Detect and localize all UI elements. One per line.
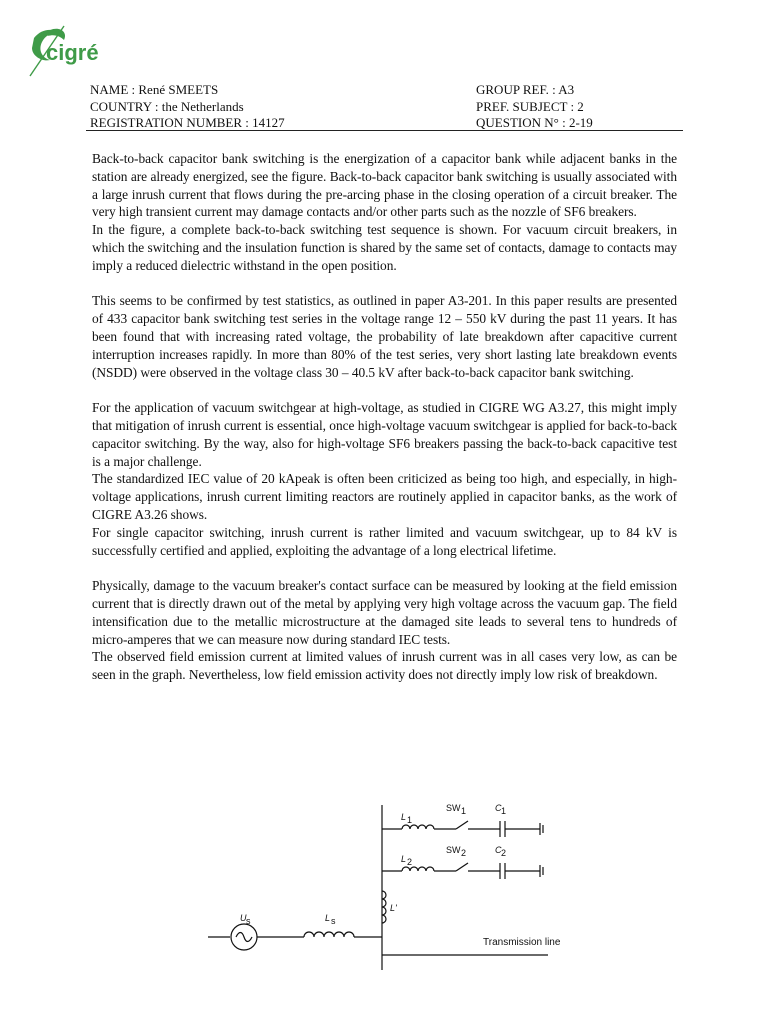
author-name: NAME : René SMEETS [90, 82, 219, 97]
label-l1-subscript: 1 [407, 815, 413, 825]
body-text [92, 150, 677, 684]
label-sw1: SW [446, 803, 461, 813]
label-ls: L [325, 913, 331, 923]
pref-subject: PREF. SUBJECT : 2 [476, 98, 584, 114]
label-sw1-subscript: 1 [461, 806, 467, 816]
label-l2: L [401, 854, 407, 864]
label-us-subscript: s [246, 916, 251, 926]
label-sw2: SW [446, 845, 461, 855]
label-c2: C [495, 845, 502, 855]
label-c1: C [495, 803, 502, 813]
label-c2-subscript: 2 [501, 848, 507, 858]
cigre-logo [20, 20, 110, 82]
label-l-prime: L' [390, 903, 397, 913]
header-row [90, 99, 682, 116]
paragraph: This seems to be confirmed by test statistics, as outlined in paper A3-201. In this paper results are presented of 433 capacitor bank switching test series in the voltage range 12 – 550 kV during the past 11 years. It has been found that with increasing rated voltage, the probability of late breakdown after capacitive current interruption increases rapidly. In more than 80% of the test series, very short lasting late breakdown events (NSDD) were observed in the voltage class 30 – 40.5 kV after back-to-back capacitor bank switching. [92, 293, 677, 380]
label-us: U [240, 913, 247, 923]
label-l1: L [401, 812, 407, 822]
paragraph: In the figure, a complete back-to-back switching test sequence is shown. For vacuum circuit breakers, in which the switching and the insulation function is shared by the same set of contacts, damage to contacts may imply a reduced dielectric withstand in the open position. [92, 222, 677, 273]
label-c1-subscript: 1 [501, 806, 507, 816]
paragraph: The observed field emission current at limited values of inrush current was in all cases very low, as can be seen in the graph. Nevertheless, low field emission activity does not directly imply low risk of breakdown. [92, 649, 677, 683]
back-to-back-circuit-diagram [200, 795, 570, 975]
paragraph: Back-to-back capacitor bank switching is the energization of a capacitor bank while adjacent banks in the station are already energized, see the figure. Back-to-back capacitor bank switching is usually associated with a large inrush current that flows during the pre-arcing phase in the closing operation of a circuit breaker. The very high transient current may damage contacts and/or other parts such as the nozzle of SF6 breakers. [92, 151, 677, 220]
paragraph: The standardized IEC value of 20 kApeak is often been criticized as being too high, and especially, in high-voltage applications, inrush current limiting reactors are routinely applied in capacitor banks, as the work of CIGRE A3.26 shows. [92, 471, 677, 522]
header-divider [86, 130, 683, 131]
cigre-logo-text: cigré [46, 40, 99, 65]
paragraph: For single capacitor switching, inrush current is rather limited and vacuum switchgear, up to 84 kV is successfully certified and applied, exploiting the advantage of a long electrical lifetime. [92, 524, 677, 558]
label-transmission-line: Transmission line [483, 937, 561, 948]
paragraph: Physically, damage to the vacuum breaker's contact surface can be measured by looking at the field emission current that is directly drawn out of the metal by applying very high voltage across the vacuum gap. The field intensification due to the metallic microstructure at the damaged site leads to several tens to hundreds of micro-amperes that we can measure now during standard IEC tests. [92, 578, 677, 647]
label-ls-subscript: s [331, 916, 336, 926]
paragraph: For the application of vacuum switchgear at high-voltage, as studied in CIGRE WG A3.27, this might imply that mitigation of inrush current is essential, once high-voltage vacuum switchgear is applied for back-to-back capacitor switching. By the way, also for high-voltage SF6 breakers passing the back-to-back capacitive test is a major challenge. [92, 400, 677, 469]
header-row [90, 82, 682, 99]
label-sw2-subscript: 2 [461, 848, 467, 858]
registration-number: REGISTRATION NUMBER : 14127 [90, 115, 285, 130]
group-ref: GROUP REF. : A3 [476, 82, 575, 97]
label-l2-subscript: 2 [407, 857, 413, 867]
author-country: COUNTRY : the Netherlands [90, 98, 244, 114]
author-header [90, 82, 682, 132]
question-number: QUESTION N° : 2-19 [476, 115, 593, 130]
